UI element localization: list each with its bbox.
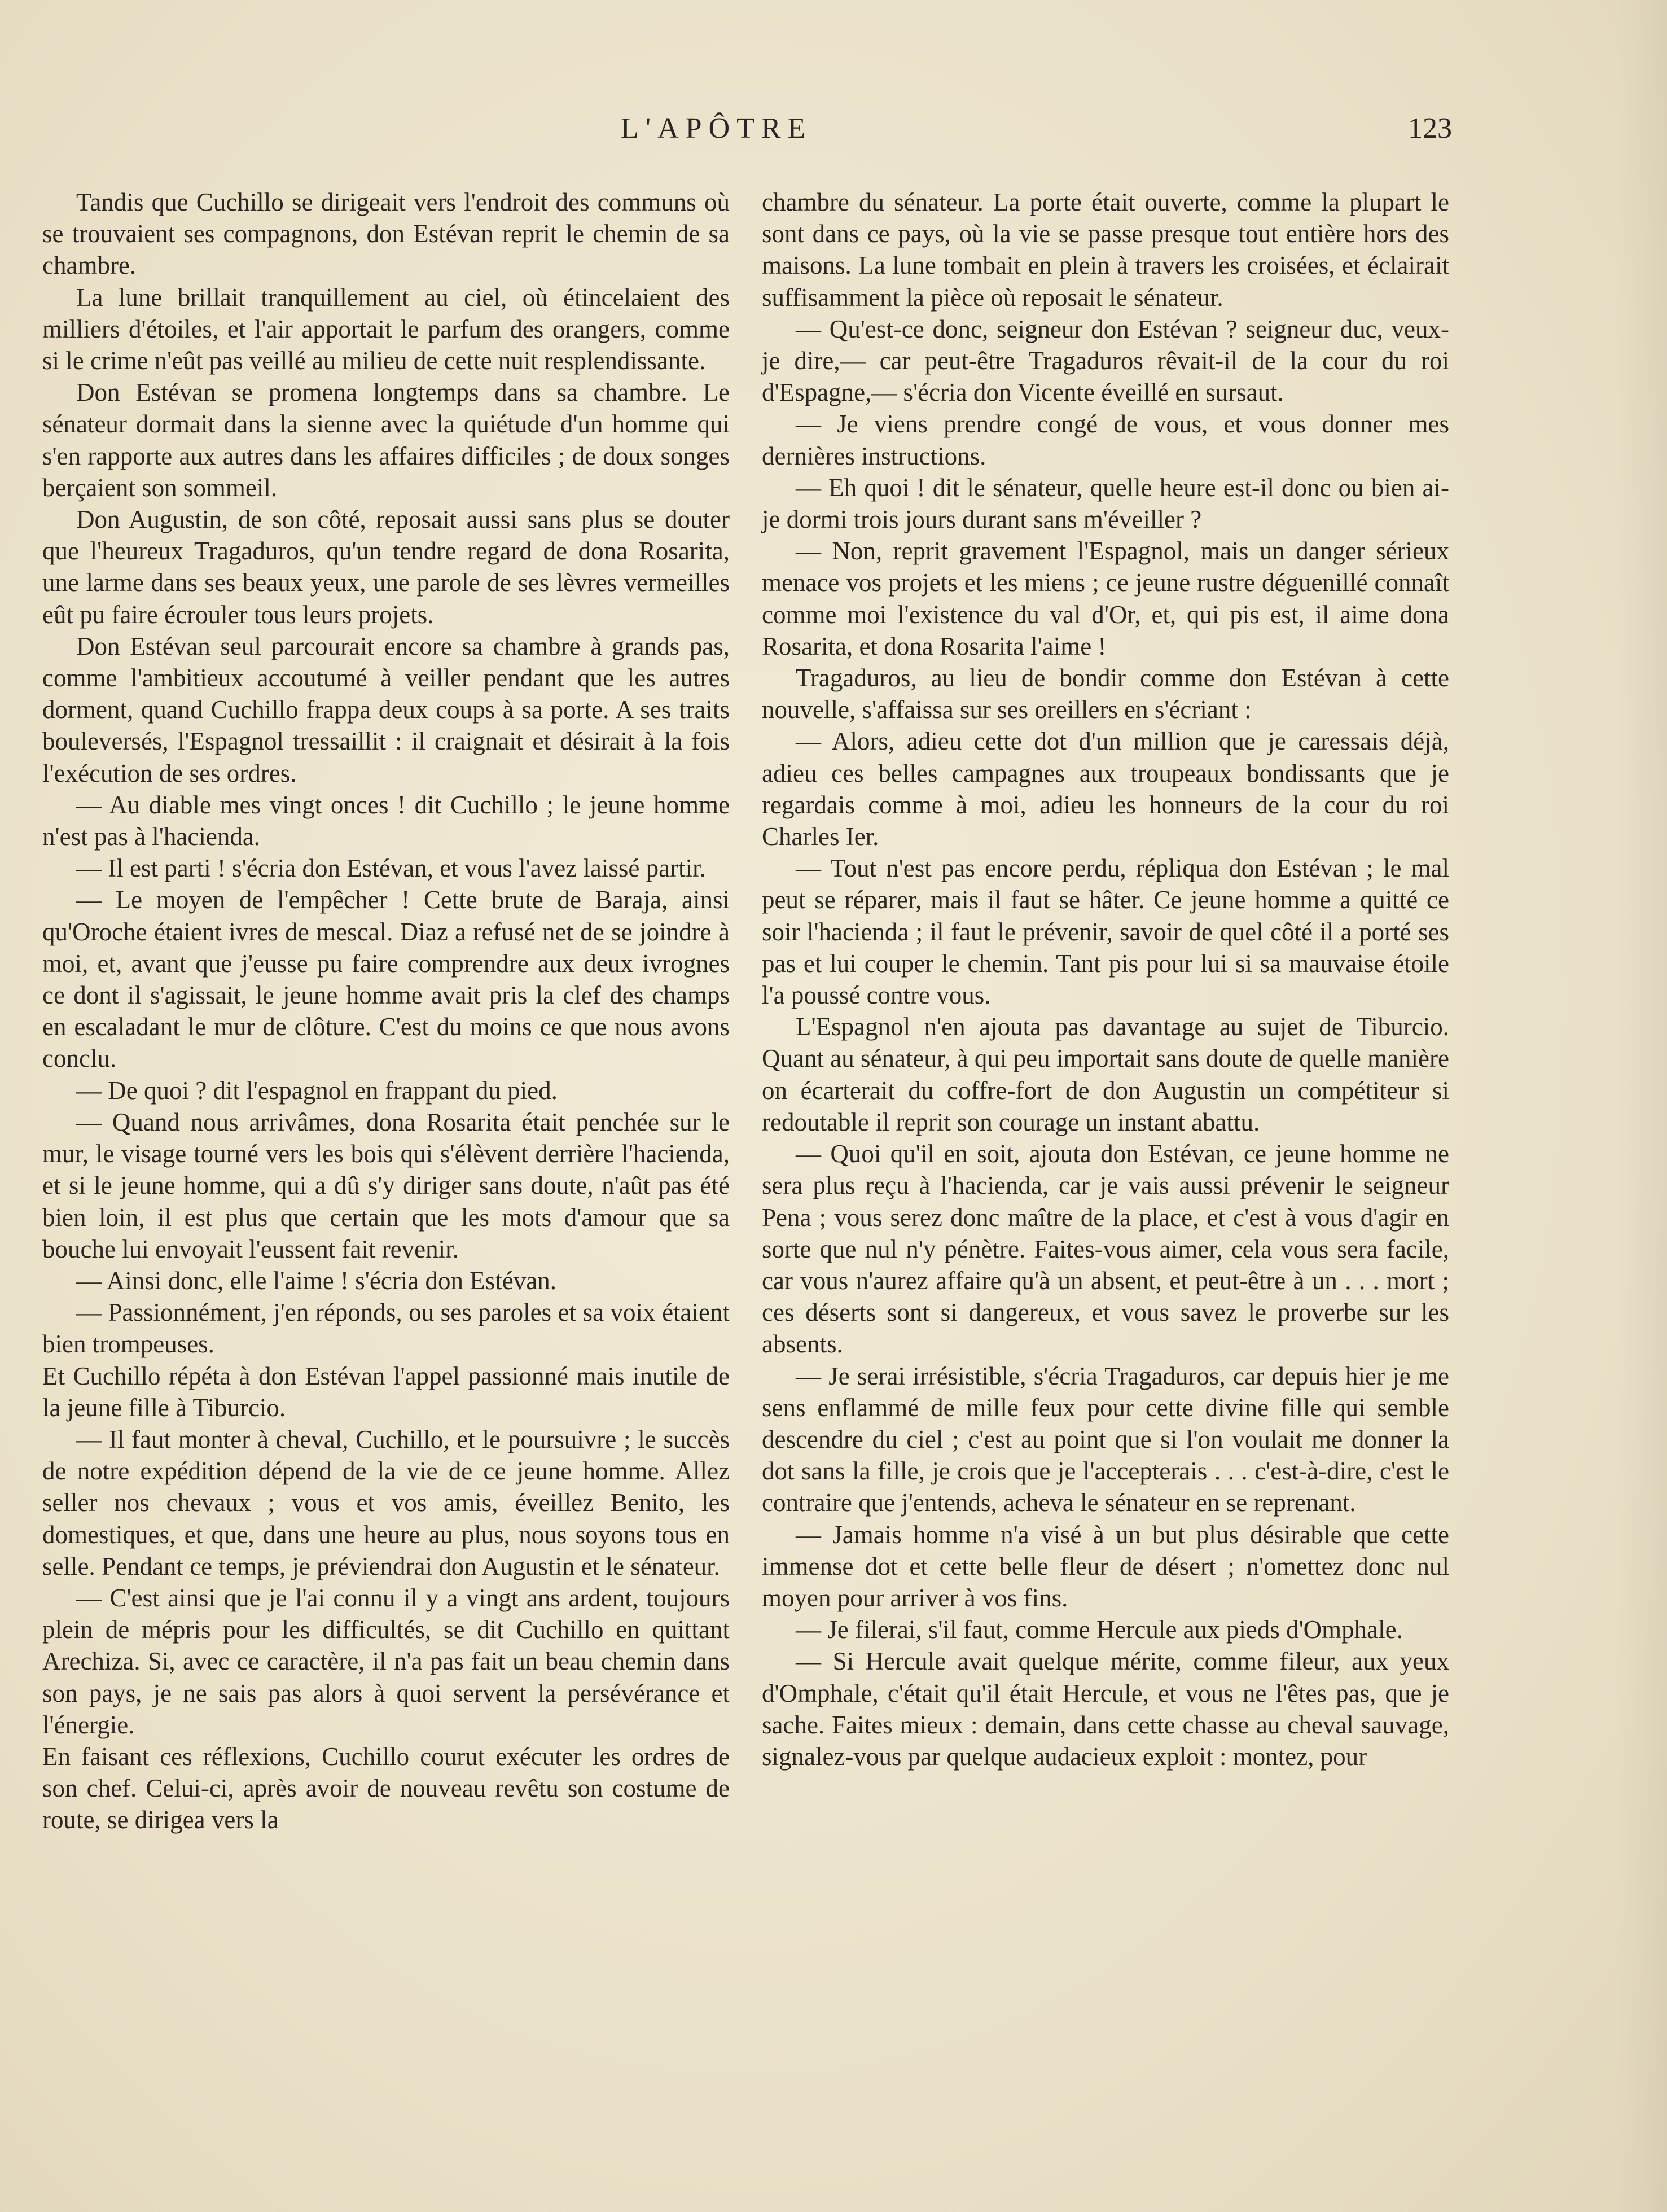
paragraph: chambre du sénateur. La porte était ouverte, comme la plupart le sont dans ce pays, où la vie se passe presque tout entière hors des maisons. La lune tombait en plein à travers les croisées, et éclairait suffisamment la pièce où reposait le sénateur.: [762, 188, 1449, 312]
paragraph: — Passionnément, j'en réponds, ou ses paroles et sa voix étaient bien trompeuses.: [42, 1298, 730, 1359]
paragraph: — De quoi ? dit l'espagnol en frappant du pied.: [76, 1076, 558, 1105]
paragraph: — Je filerai, s'il faut, comme Hercule aux pieds d'Omphale.: [796, 1615, 1403, 1644]
paragraph: En faisant ces réflexions, Cuchillo courut exécuter les ordres de son chef. Celui-ci, après avoir de nouveau revêtu son costume de route, se dirigea vers la: [42, 1742, 730, 1834]
right-text-column: [762, 186, 1449, 1772]
paragraph: — Alors, adieu cette dot d'un million que je caressais déjà, adieu ces belles campagnes aux troupeaux bondissants que je regardais comme à moi, adieu les honneurs de la cour du roi Charles Ier.: [762, 727, 1449, 851]
paragraph: Et Cuchillo répéta à don Estévan l'appel passionné mais inutile de la jeune fille à Tiburcio.: [42, 1361, 730, 1422]
paragraph: — Quand nous arrivâmes, dona Rosarita était penchée sur le mur, le visage tourné vers les bois qui s'élèvent derrière l'hacienda, et si le jeune homme, qui a dû s'y diriger sans doute, n'aût pas été bien loin, il est plus que certain que les mots d'amour que sa bouche lui envoyait l'eussent fait revenir.: [42, 1107, 730, 1263]
paragraph: — Tout n'est pas encore perdu, répliqua don Estévan ; le mal peut se réparer, mais il faut se hâter. Ce jeune homme a quitté ce soir l'hacienda ; il faut le prévenir, savoir de quel côté il a porté ses pas et lui couper le chemin. Tant pis pour lui si sa mauvaise étoile l'a poussé contre vous.: [762, 854, 1449, 1010]
paragraph: — C'est ainsi que je l'ai connu il y a vingt ans ardent, toujours plein de mépris pour les difficultés, se dit Cuchillo en quittant Arechiza. Si, avec ce caractère, il n'a pas fait un beau chemin dans son pays, je ne sais pas alors à quoi servent la persévérance et l'énergie.: [42, 1583, 730, 1739]
paragraph: — Non, reprit gravement l'Espagnol, mais un danger sérieux menace vos projets et les miens ; ce jeune rustre déguenillé connaît comme moi l'existence du val d'Or, et, qui pis est, il aime dona Rosarita, et dona Rosarita l'aime !: [762, 537, 1449, 660]
paragraph: — Je viens prendre congé de vous, et vous donner mes dernières instructions.: [762, 410, 1449, 470]
running-header-title: L'APÔTRE: [621, 112, 813, 144]
paragraph: — Eh quoi ! dit le sénateur, quelle heure est-il donc ou bien ai-je dormi trois jours durant sans m'éveiller ?: [762, 473, 1449, 534]
paragraph: — Le moyen de l'empêcher ! Cette brute de Baraja, ainsi qu'Oroche étaient ivres de mescal. Diaz a refusé net de se joindre à moi, et, avant que j'eusse pu faire comprendre aux deux ivrognes ce dont il s'agissait, le jeune homme avait pris la clef des champs en escaladant le mur de clôture. C'est du moins ce que nous avons conclu.: [42, 886, 730, 1073]
paragraph: Don Estévan seul parcourait encore sa chambre à grands pas, comme l'ambitieux accoutumé à veiller pendant que les autres dorment, quand Cuchillo frappa deux coups à sa porte. A ses traits bouleversés, l'Espagnol tressaillit : il craignait et désirait à la fois l'exécution de ses ordres.: [42, 632, 730, 787]
paragraph: — Je serai irrésistible, s'écria Tragaduros, car depuis hier je me sens enflammé de mille feux pour cette divine fille qui semble descendre du ciel ; c'est au point que si l'on voulait me donner la dot sans la fille, je crois que je l'accepterais . . . c'est-à-dire, c'est le contraire que j'entends, acheva le sénateur en se reprenant.: [762, 1361, 1449, 1517]
paragraph: — Il est parti ! s'écria don Estévan, et vous l'avez laissé partir.: [76, 854, 706, 883]
paragraph: — Ainsi donc, elle l'aime ! s'écria don Estévan.: [76, 1266, 556, 1295]
paragraph: — Jamais homme n'a visé à un but plus désirable que cette immense dot et cette belle fleur de désert ; n'omettez donc nul moyen pour arriver à vos fins.: [762, 1520, 1449, 1612]
paragraph: — Si Hercule avait quelque mérite, comme fileur, aux yeux d'Omphale, c'était qu'il était Hercule, et vous ne l'êtes pas, que je sache. Faites mieux : demain, dans cette chasse au cheval sauvage, signalez-vous par quelque audacieux exploit : montez, pour: [762, 1647, 1449, 1771]
left-text-column: [42, 186, 730, 1836]
paragraph: Don Augustin, de son côté, reposait aussi sans plus se douter que l'heureux Tragaduros, qu'un tendre regard de dona Rosarita, une larme dans ses beaux yeux, une parole de ses lèvres vermeilles eût pu faire écrouler tous leurs projets.: [42, 505, 730, 629]
paragraph: — Il faut monter à cheval, Cuchillo, et le poursuivre ; le succès de notre expédition dépend de la vie de ce jeune homme. Allez seller nos chevaux ; vous et vos amis, éveillez Benito, les domestiques, et que, dans une heure au plus, nous soyons tous en selle. Pendant ce temps, je préviendrai don Augustin et le sénateur.: [42, 1425, 730, 1580]
paragraph: — Quoi qu'il en soit, ajouta don Estévan, ce jeune homme ne sera plus reçu à l'hacienda, car je vais aussi prévenir le seigneur Pena ; vous serez donc maître de la place, et c'est à vous d'agir en sorte que nul n'y pénètre. Faites-vous aimer, cela vous sera facile, car vous n'aurez affaire qu'à un absent, et peut-être à un . . . mort ; ces déserts sont si dangereux, et vous savez le proverbe sur les absents.: [762, 1140, 1449, 1359]
paragraph: — Au diable mes vingt onces ! dit Cuchillo ; le jeune homme n'est pas à l'hacienda.: [42, 790, 730, 851]
paragraph: Don Estévan se promena longtemps dans sa chambre. Le sénateur dormait dans la sienne avec la quiétude d'un homme qui s'en rapporte aux autres dans les affaires difficiles ; de doux songes berçaient son sommeil.: [42, 378, 730, 502]
paragraph: Tandis que Cuchillo se dirigeait vers l'endroit des communs où se trouvaient ses compagnons, don Estévan reprit le chemin de sa chambre.: [42, 188, 730, 280]
paragraph: — Qu'est-ce donc, seigneur don Estévan ? seigneur duc, veux-je dire,— car peut-être Tragaduros rêvait-il de la cour du roi d'Espagne,— s'écria don Vicente éveillé en sursaut.: [762, 314, 1449, 407]
page-edge-shadow: [1616, 0, 1667, 2212]
page-number: 123: [1408, 112, 1452, 144]
paragraph: La lune brillait tranquillement au ciel, où étincelaient des milliers d'étoiles, et l'air apportait le parfum des orangers, comme si le crime n'eût pas veillé au milieu de cette nuit resplendissante.: [42, 283, 730, 375]
paragraph: Tragaduros, au lieu de bondir comme don Estévan à cette nouvelle, s'affaissa sur ses oreillers en s'écriant :: [762, 664, 1449, 724]
paragraph: L'Espagnol n'en ajouta pas davantage au sujet de Tiburcio. Quant au sénateur, à qui peu importait sans doute de quelle manière on écarterait du coffre-fort de don Augustin un compétiteur si redoutable il reprit son courage un instant abattu.: [762, 1013, 1449, 1136]
